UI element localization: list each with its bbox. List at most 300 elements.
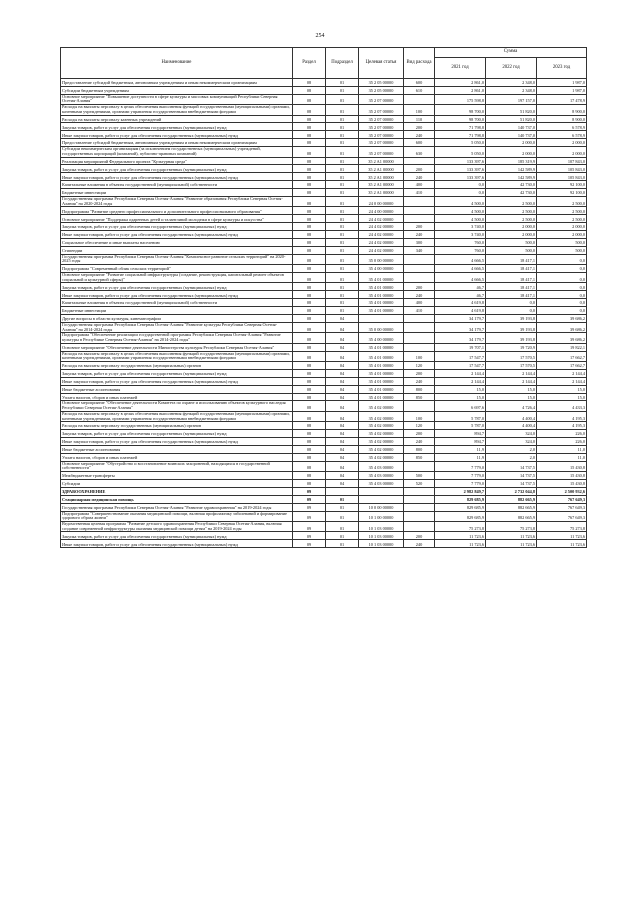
table-row — [61, 94, 587, 104]
row-expense: 200 — [404, 532, 435, 540]
row-target: 10 1 03 00000 — [359, 540, 404, 548]
row-target: 35 4 01 00000 — [359, 369, 404, 377]
page-number: 254 — [315, 33, 325, 39]
row-section: 08 — [293, 291, 326, 299]
row-name: Основное мероприятие "Обеспечение деятельности Комитета по охране и использованию объектов культурного наследия Республики Северная Осетия-Алания" — [61, 401, 293, 411]
row-2021: 34 179,7 — [435, 315, 486, 323]
row-2022: 18 417,1 — [486, 265, 537, 273]
row-expense: 240 — [404, 173, 435, 181]
row-subsection: 04 — [326, 411, 359, 421]
table-row — [61, 254, 587, 264]
row-subsection: 01 — [326, 173, 359, 181]
row-subsection: 01 — [326, 283, 359, 291]
row-2022: 4 400,4 — [486, 422, 537, 430]
row-2021: 34 179,7 — [435, 333, 486, 343]
row-2023: 2 000,0 — [537, 147, 587, 157]
row-subsection: 01 — [326, 238, 359, 246]
row-subsection: 01 — [326, 223, 359, 231]
row-2021: 11,9 — [435, 453, 486, 461]
row-2022: 2 500,0 — [486, 215, 537, 223]
row-expense — [404, 503, 435, 511]
row-name: Расходы на выплаты персоналу в целях обеспечения выполнения функций государственными (муниципальными) органами, казенными учреждениями, органами управления государственными внебюджетными фондами — [61, 105, 293, 115]
row-section: 08 — [293, 453, 326, 461]
row-name: Расходы на выплаты персоналу государственных (муниципальных) органов — [61, 422, 293, 430]
row-expense — [404, 157, 435, 165]
row-2021: 0,0 — [435, 189, 486, 197]
row-2023: 17 478,9 — [537, 94, 587, 104]
row-section: 08 — [293, 86, 326, 94]
row-2023: 226,0 — [537, 430, 587, 438]
row-section: 08 — [293, 197, 326, 207]
row-target: 35 2 07 00000 — [359, 139, 404, 147]
row-target: 24 4 02 00000 — [359, 231, 404, 239]
row-2021: 4 619,8 — [435, 299, 486, 307]
table-row — [61, 79, 587, 87]
row-section: 08 — [293, 369, 326, 377]
row-subsection: 01 — [326, 115, 359, 123]
row-2023: 4 195,3 — [537, 411, 587, 421]
row-subsection: 04 — [326, 322, 359, 332]
table-row — [61, 189, 587, 197]
table-row — [61, 265, 587, 273]
row-expense: 520 — [404, 480, 435, 488]
row-subsection: 01 — [326, 189, 359, 197]
row-2022: 14 737,5 — [486, 480, 537, 488]
table-row — [61, 131, 587, 139]
row-name: Капитальные вложения в объекты государственной (муниципальной) собственности — [61, 181, 293, 189]
row-name: Государственная программа Республики Северная Осетия-Алания "Развитие здравоохранения" на 2019-2024 годы — [61, 503, 293, 511]
row-target — [359, 487, 404, 495]
row-2021: 11 723,6 — [435, 532, 486, 540]
row-2023: 19 822,1 — [537, 343, 587, 351]
row-subsection: 01 — [326, 123, 359, 131]
table-row — [61, 333, 587, 343]
row-name: Реализация мероприятий Федерального проекта "Культурная среда" — [61, 157, 293, 165]
row-section: 08 — [293, 362, 326, 370]
row-2023: 4 433,3 — [537, 401, 587, 411]
row-2022: 2 144,4 — [486, 377, 537, 385]
row-target: 35 4 01 00000 — [359, 273, 404, 283]
row-2023: 2 144,4 — [537, 369, 587, 377]
row-section: 08 — [293, 461, 326, 471]
row-section: 08 — [293, 322, 326, 332]
row-name: Подпрограмма "Совершенствование оказания медицинской помощи, включая профилактику заболеваний и формирование здорового образа жизни" — [61, 511, 293, 521]
row-2023: 0,0 — [537, 265, 587, 273]
table-row — [61, 139, 587, 147]
header-sums: Сумма — [435, 48, 587, 58]
row-2022: 2 500,0 — [486, 207, 537, 215]
row-2023: 2 500 932,6 — [537, 487, 587, 495]
row-2021: 4 666,5 — [435, 273, 486, 283]
row-name: Предоставление субсидий бюджетным, автономным учреждениям и иным некоммерческим организациям — [61, 79, 293, 87]
row-subsection: 01 — [326, 105, 359, 115]
row-2023: 11 723,6 — [537, 540, 587, 548]
row-target — [359, 495, 404, 503]
row-expense: 120 — [404, 362, 435, 370]
row-2022: 75 273,8 — [486, 522, 537, 532]
row-2021: 4 500,0 — [435, 215, 486, 223]
row-target: 35 4 00 00000 — [359, 333, 404, 343]
row-2021: 7 779,0 — [435, 461, 486, 471]
row-subsection: 01 — [326, 299, 359, 307]
row-2022: 0,0 — [486, 307, 537, 315]
row-section: 09 — [293, 487, 326, 495]
row-name: Подпрограмма "Обеспечение реализации государственной программы Республики Северная Осетия-Алания "Развитие культуры в Республике Северная Осетия-Алания" на 2014-2024 годы" — [61, 333, 293, 343]
row-2023: 2 500,0 — [537, 207, 587, 215]
row-2021: 133 397,6 — [435, 165, 486, 173]
row-2023: 15 430,8 — [537, 461, 587, 471]
row-section: 09 — [293, 540, 326, 548]
table-row — [61, 238, 587, 246]
row-subsection: 04 — [326, 401, 359, 411]
row-2021: 5 787,0 — [435, 422, 486, 430]
row-2023: 11 723,6 — [537, 532, 587, 540]
row-name: Стационарная медицинская помощь — [61, 495, 293, 503]
row-expense — [404, 94, 435, 104]
table-row — [61, 453, 587, 461]
row-expense — [404, 487, 435, 495]
header-2021: 2021 год — [435, 58, 486, 79]
row-2023: 1 987,0 — [537, 79, 587, 87]
row-subsection: 04 — [326, 422, 359, 430]
row-2021: 4 666,5 — [435, 265, 486, 273]
table-row — [61, 511, 587, 521]
row-2021: 11,9 — [435, 445, 486, 453]
table-row — [61, 315, 587, 323]
row-2021: 17 547,7 — [435, 351, 486, 361]
row-section: 08 — [293, 123, 326, 131]
row-name: Капитальные вложения в объекты государственной (муниципальной) собственности — [61, 299, 293, 307]
header-name: Наименование — [61, 48, 293, 79]
row-2022: 42 730,0 — [486, 181, 537, 189]
table-row — [61, 445, 587, 453]
table-row — [61, 197, 587, 207]
table-row — [61, 487, 587, 495]
row-name: Закупка товаров, работ и услуг для обеспечения государственных (муниципальных) нужд — [61, 532, 293, 540]
row-name: Стипендии — [61, 246, 293, 254]
row-2021: 46,7 — [435, 291, 486, 299]
row-subsection: 01 — [326, 86, 359, 94]
row-target: 35 4 03 00000 — [359, 461, 404, 471]
table-row — [61, 480, 587, 488]
row-subsection: 01 — [326, 273, 359, 283]
row-2022: 140 737,0 — [486, 123, 537, 131]
row-name: Закупка товаров, работ и услуг для обеспечения государственных (муниципальных) нужд — [61, 123, 293, 131]
row-target: 35 2 A1 00000 — [359, 189, 404, 197]
table-row — [61, 369, 587, 377]
row-name: Субсидии некоммерческим организациям (за исключением государственных (муниципальных) учреждений, государственных корпораций (компаний), публично-правовых компаний) — [61, 147, 293, 157]
row-expense: 240 — [404, 438, 435, 446]
row-section: 08 — [293, 393, 326, 401]
row-section: 08 — [293, 105, 326, 115]
row-target: 35 2 A1 00000 — [359, 173, 404, 181]
table-row — [61, 173, 587, 181]
table-row — [61, 377, 587, 385]
row-name: Предоставление субсидий бюджетным, автономным учреждениям и иным некоммерческим организациям — [61, 139, 293, 147]
row-name: ЗДРАВООХРАНЕНИЕ — [61, 487, 293, 495]
row-section: 08 — [293, 207, 326, 215]
table-row — [61, 223, 587, 231]
row-expense — [404, 273, 435, 283]
row-expense: 240 — [404, 377, 435, 385]
row-2023: 105 843,0 — [537, 165, 587, 173]
row-2023: 15,0 — [537, 393, 587, 401]
row-subsection: 01 — [326, 197, 359, 207]
row-expense: 850 — [404, 453, 435, 461]
row-subsection: 04 — [326, 461, 359, 471]
row-expense: 500 — [404, 472, 435, 480]
table-row — [61, 438, 587, 446]
row-expense: 400 — [404, 181, 435, 189]
row-subsection: 01 — [326, 231, 359, 239]
row-section: 09 — [293, 532, 326, 540]
row-2022: 2 348,0 — [486, 79, 537, 87]
table-row — [61, 411, 587, 421]
row-expense — [404, 207, 435, 215]
row-2021: 7 779,0 — [435, 472, 486, 480]
row-2022: 882 665,9 — [486, 511, 537, 521]
row-target: 35 4 02 00000 — [359, 430, 404, 438]
row-name: Подпрограмма "Современный облик сельских территорий" — [61, 265, 293, 273]
row-section: 08 — [293, 273, 326, 283]
row-subsection: 01 — [326, 254, 359, 264]
table-row — [61, 522, 587, 532]
row-2022: 4 726,4 — [486, 401, 537, 411]
table-row — [61, 231, 587, 239]
row-section: 08 — [293, 147, 326, 157]
row-2021: 4 500,0 — [435, 207, 486, 215]
row-subsection: 01 — [326, 522, 359, 532]
row-2022: 39 193,8 — [486, 315, 537, 323]
row-target: 35 4 01 00000 — [359, 393, 404, 401]
table-row — [61, 157, 587, 165]
table-row — [61, 461, 587, 471]
row-subsection: 04 — [326, 393, 359, 401]
row-section: 09 — [293, 522, 326, 532]
row-name: Иные закупки товаров, работ и услуг для обеспечения государственных (муниципальных) нужд — [61, 377, 293, 385]
row-target: 35 4 01 00000 — [359, 283, 404, 291]
row-name: Иные закупки товаров, работ и услуг для обеспечения государственных (муниципальных) нужд — [61, 131, 293, 139]
table-row — [61, 385, 587, 393]
row-2022: 2 000,0 — [486, 223, 537, 231]
row-target: 35 2 07 00000 — [359, 123, 404, 131]
row-expense: 610 — [404, 86, 435, 94]
row-2022: 2,0 — [486, 445, 537, 453]
row-2023: 2 144,4 — [537, 377, 587, 385]
row-expense — [404, 461, 435, 471]
row-subsection: 01 — [326, 511, 359, 521]
row-subsection: 01 — [326, 94, 359, 104]
row-name: Социальное обеспечение и иные выплаты населению — [61, 238, 293, 246]
row-2022: 2 732 044,8 — [486, 487, 537, 495]
row-subsection: 04 — [326, 315, 359, 323]
row-subsection: 01 — [326, 147, 359, 157]
row-name: Государственная программа Республики Северная Осетия-Алания "Комплексное развитие сельских территорий" на 2020-2025 годы — [61, 254, 293, 264]
row-subsection: 01 — [326, 207, 359, 215]
row-section: 08 — [293, 131, 326, 139]
row-subsection: 01 — [326, 540, 359, 548]
row-subsection: 01 — [326, 307, 359, 315]
row-section: 08 — [293, 299, 326, 307]
row-subsection: 01 — [326, 79, 359, 87]
table-row — [61, 307, 587, 315]
row-name: Государственная программа Республики Северная Осетия-Алания "Развитие культуры Республики Северная Осетия-Алания" на 2014-2024 годы — [61, 322, 293, 332]
table-row — [61, 540, 587, 548]
row-expense — [404, 254, 435, 264]
row-2023: 767 649,3 — [537, 511, 587, 521]
row-2022: 18 417,1 — [486, 254, 537, 264]
row-target: 24 0 00 00000 — [359, 197, 404, 207]
row-expense: 120 — [404, 422, 435, 430]
row-expense: 600 — [404, 139, 435, 147]
row-2022: 185 319,9 — [486, 157, 537, 165]
row-2021: 6 697,6 — [435, 401, 486, 411]
row-section: 09 — [293, 495, 326, 503]
row-subsection: 01 — [326, 265, 359, 273]
row-2022: 500,0 — [486, 238, 537, 246]
row-name: Другие вопросы в области культуры, кинематографии — [61, 315, 293, 323]
row-2023: 107 843,0 — [537, 157, 587, 165]
row-name: Бюджетные инвестиции — [61, 189, 293, 197]
row-2022: 140 737,0 — [486, 131, 537, 139]
row-target: 35 4 01 00000 — [359, 362, 404, 370]
row-2022: 142 589,9 — [486, 173, 537, 181]
row-expense: 600 — [404, 79, 435, 87]
row-target: 35 0 00 00000 — [359, 322, 404, 332]
table-row — [61, 495, 587, 503]
row-target: 35 2 07 00000 — [359, 105, 404, 115]
row-2022: 18 417,1 — [486, 273, 537, 283]
row-section: 08 — [293, 445, 326, 453]
row-2021: 5 787,0 — [435, 411, 486, 421]
row-2021: 11 723,6 — [435, 540, 486, 548]
row-target: 35 2 A1 00000 — [359, 181, 404, 189]
row-section: 08 — [293, 115, 326, 123]
row-section: 08 — [293, 246, 326, 254]
row-expense: 200 — [404, 283, 435, 291]
row-target: 24 4 02 00000 — [359, 223, 404, 231]
row-target: 10 1 00 00000 — [359, 511, 404, 521]
row-2021: 760,0 — [435, 246, 486, 254]
row-section: 08 — [293, 438, 326, 446]
row-section: 09 — [293, 503, 326, 511]
row-name: Основное мероприятие "Поддержка одаренных детей и талантливой молодежи в сфере культуры и искусства" — [61, 215, 293, 223]
row-2022: 500,0 — [486, 246, 537, 254]
row-2021: 75 273,8 — [435, 522, 486, 532]
row-target: 35 4 01 00000 — [359, 299, 404, 307]
row-target: 35 2 07 00000 — [359, 147, 404, 157]
row-2021: 4 666,5 — [435, 254, 486, 264]
row-2023: 8 900,0 — [537, 115, 587, 123]
row-section: 08 — [293, 430, 326, 438]
header-2022: 2022 год — [486, 58, 537, 79]
row-name: Закупка товаров, работ и услуг для обеспечения государственных (муниципальных) нужд — [61, 165, 293, 173]
row-expense: 850 — [404, 393, 435, 401]
header-section: Раздел — [293, 48, 326, 79]
table-row — [61, 503, 587, 511]
row-2023: 75 273,8 — [537, 522, 587, 532]
row-expense: 200 — [404, 369, 435, 377]
row-2022: 11 723,6 — [486, 532, 537, 540]
row-2021: 2 144,4 — [435, 377, 486, 385]
row-name: Закупка товаров, работ и услуг для обеспечения государственных (муниципальных) нужд — [61, 283, 293, 291]
row-expense: 340 — [404, 246, 435, 254]
row-target: 24 4 02 00000 — [359, 238, 404, 246]
row-section: 08 — [293, 139, 326, 147]
row-name: Уплата налогов, сборов и иных платежей — [61, 393, 293, 401]
row-2021: 71 798,8 — [435, 123, 486, 131]
row-2023: 11,0 — [537, 445, 587, 453]
row-subsection: 01 — [326, 215, 359, 223]
row-subsection: 04 — [326, 369, 359, 377]
row-name: Основное мероприятие "Развитие социальной инфраструктуры (создание, реконструкция, капитальный ремонт объектов социальной и культурной сферы)" — [61, 273, 293, 283]
row-target: 35 0 00 00000 — [359, 254, 404, 264]
row-2021: 2 144,4 — [435, 369, 486, 377]
row-section: 08 — [293, 79, 326, 87]
row-name: Иные закупки товаров, работ и услуг для обеспечения государственных (муниципальных) нужд — [61, 173, 293, 181]
row-name: Основное мероприятие "Обустройство и восстановление воинских захоронений, находящихся в государственной собственности" — [61, 461, 293, 471]
row-expense — [404, 197, 435, 207]
row-subsection: 01 — [326, 139, 359, 147]
row-2021: 15,0 — [435, 393, 486, 401]
table-row — [61, 115, 587, 123]
row-2023: 92 100,0 — [537, 181, 587, 189]
row-name: Расходы на выплаты персоналу казенных учреждений — [61, 115, 293, 123]
row-target: 35 2 A1 00000 — [359, 165, 404, 173]
row-2023: 17 662,7 — [537, 351, 587, 361]
row-2021: 4 619,8 — [435, 307, 486, 315]
table-row — [61, 532, 587, 540]
row-section: 08 — [293, 173, 326, 181]
row-name: Иные закупки товаров, работ и услуг для обеспечения государственных (муниципальных) нужд — [61, 540, 293, 548]
row-2022: 882 665,9 — [486, 495, 537, 503]
row-2022: 4 400,4 — [486, 411, 537, 421]
row-section: 08 — [293, 165, 326, 173]
header-expense: Вид расхода — [404, 48, 435, 79]
row-target: 10 1 03 00000 — [359, 522, 404, 532]
row-target: 35 4 01 00000 — [359, 377, 404, 385]
row-2023: 2 000,0 — [537, 139, 587, 147]
row-section: 08 — [293, 401, 326, 411]
row-2023: 4 195,3 — [537, 422, 587, 430]
row-expense — [404, 333, 435, 343]
row-2023: 39 686,2 — [537, 315, 587, 323]
row-name: Иные закупки товаров, работ и услуг для обеспечения государственных (муниципальных) нужд — [61, 231, 293, 239]
row-section: 08 — [293, 181, 326, 189]
row-2021: 2 861,0 — [435, 86, 486, 94]
table-row — [61, 343, 587, 351]
row-section: 08 — [293, 238, 326, 246]
row-section: 08 — [293, 333, 326, 343]
row-2023: 0,0 — [537, 254, 587, 264]
row-target: 35 4 01 00000 — [359, 307, 404, 315]
row-2021: 34 179,7 — [435, 322, 486, 332]
row-2021: 98 700,0 — [435, 115, 486, 123]
table-row — [61, 283, 587, 291]
row-section: 08 — [293, 472, 326, 480]
table-row — [61, 215, 587, 223]
row-target: 35 4 00 00000 — [359, 265, 404, 273]
header-target: Целевая статья — [359, 48, 404, 79]
table-row — [61, 362, 587, 370]
row-2021: 175 598,8 — [435, 94, 486, 104]
row-expense: 240 — [404, 291, 435, 299]
row-2021: 19 707,1 — [435, 343, 486, 351]
row-subsection: 04 — [326, 480, 359, 488]
row-2023: 6 578,9 — [537, 123, 587, 131]
row-2022: 2 348,0 — [486, 86, 537, 94]
row-expense: 240 — [404, 131, 435, 139]
